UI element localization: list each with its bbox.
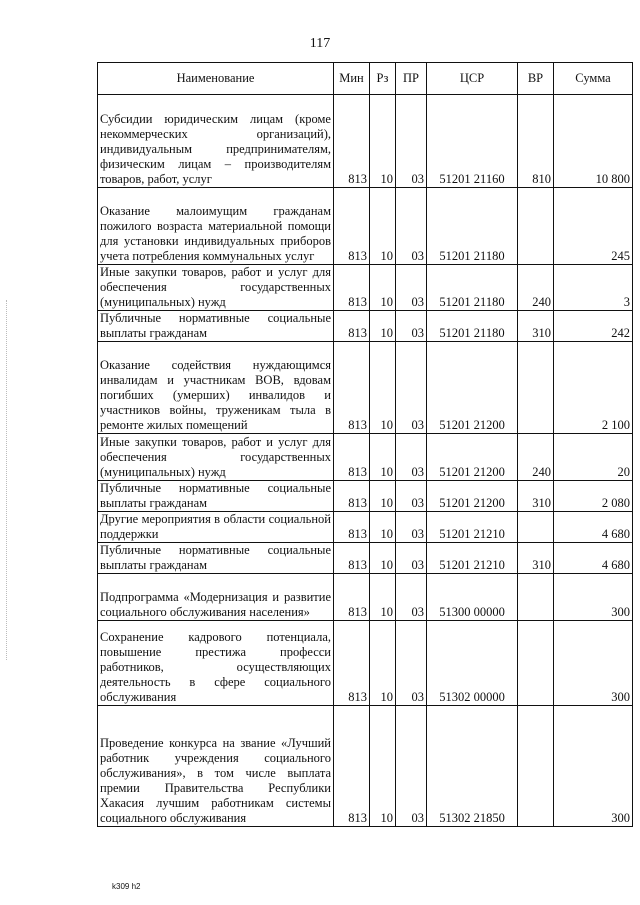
table-row (98, 342, 633, 434)
cell-rz: 10 (370, 706, 396, 827)
cell-rz: 10 (370, 543, 396, 574)
cell-rz: 10 (370, 574, 396, 621)
cell-pr: 03 (396, 342, 427, 434)
cell-rz: 10 (370, 481, 396, 512)
cell-csr: 51302 21850 (427, 706, 518, 827)
table-row (98, 95, 633, 188)
cell-sum: 242 (554, 311, 633, 342)
header-name: Наименование (98, 63, 334, 95)
cell-sum: 300 (554, 706, 633, 827)
cell-csr: 51201 21210 (427, 512, 518, 543)
table-row (98, 574, 633, 621)
cell-rz: 10 (370, 342, 396, 434)
cell-csr: 51201 21210 (427, 543, 518, 574)
table-row (98, 188, 633, 265)
cell-min: 813 (334, 188, 370, 265)
cell-pr: 03 (396, 512, 427, 543)
cell-name: Подпрограмма «Модернизация и развитие социального обслуживания населения» (98, 574, 334, 621)
cell-name: Публичные нормативные социальные выплаты гражданам (98, 481, 334, 512)
cell-sum: 3 (554, 265, 633, 311)
cell-rz: 10 (370, 265, 396, 311)
cell-pr: 03 (396, 95, 427, 188)
cell-csr: 51300 00000 (427, 574, 518, 621)
cell-pr: 03 (396, 621, 427, 706)
cell-min: 813 (334, 265, 370, 311)
cell-csr: 51201 21180 (427, 311, 518, 342)
cell-sum: 300 (554, 621, 633, 706)
cell-name: Проведение конкурса на звание «Лучший работник учреждения социального обслуживания», в том числе выплата премии Правительства Республики Хакасия лучшим работникам системы социального обслуживания (98, 706, 334, 827)
cell-vr: 310 (518, 311, 554, 342)
cell-sum: 4 680 (554, 543, 633, 574)
cell-name: Публичные нормативные социальные выплаты гражданам (98, 543, 334, 574)
cell-rz: 10 (370, 95, 396, 188)
cell-min: 813 (334, 543, 370, 574)
cell-name: Иные закупки товаров, работ и услуг для обеспечения государственных (муниципальных) нужд (98, 265, 334, 311)
header-sum: Сумма (554, 63, 633, 95)
table-row (98, 512, 633, 543)
cell-pr: 03 (396, 434, 427, 481)
cell-vr (518, 342, 554, 434)
margin-binding-marks (6, 300, 7, 660)
cell-sum: 10 800 (554, 95, 633, 188)
cell-csr: 51201 21200 (427, 434, 518, 481)
cell-vr (518, 512, 554, 543)
table-body (98, 95, 633, 827)
cell-min: 813 (334, 512, 370, 543)
header-vr: ВР (518, 63, 554, 95)
cell-sum: 20 (554, 434, 633, 481)
cell-min: 813 (334, 574, 370, 621)
cell-vr: 240 (518, 265, 554, 311)
cell-pr: 03 (396, 481, 427, 512)
cell-name: Другие мероприятия в области социальной поддержки (98, 512, 334, 543)
cell-pr: 03 (396, 265, 427, 311)
cell-vr (518, 188, 554, 265)
table-row (98, 706, 633, 827)
cell-rz: 10 (370, 512, 396, 543)
header-rz: Рз (370, 63, 396, 95)
cell-min: 813 (334, 434, 370, 481)
cell-csr: 51201 21180 (427, 265, 518, 311)
cell-vr: 310 (518, 543, 554, 574)
cell-name: Оказание содействия нуждающимся инвалидам и участникам ВОВ, вдовам погибших (умерших) инвалидов и участников войны, труженикам тыла в ремонте жилых помещений (98, 342, 334, 434)
table-header-row (98, 63, 633, 95)
cell-vr (518, 574, 554, 621)
cell-name: Субсидии юридическим лицам (кроме некоммерческих организаций), индивидуальным предпринимателям, физическим лицам – производителям товаров, работ, услуг (98, 95, 334, 188)
header-min: Мин (334, 63, 370, 95)
cell-pr: 03 (396, 543, 427, 574)
cell-vr: 310 (518, 481, 554, 512)
cell-rz: 10 (370, 188, 396, 265)
cell-rz: 10 (370, 434, 396, 481)
table-row (98, 543, 633, 574)
table-row (98, 481, 633, 512)
cell-min: 813 (334, 706, 370, 827)
budget-table (97, 62, 633, 827)
cell-sum: 2 080 (554, 481, 633, 512)
cell-min: 813 (334, 481, 370, 512)
cell-pr: 03 (396, 188, 427, 265)
cell-csr: 51201 21200 (427, 342, 518, 434)
cell-min: 813 (334, 95, 370, 188)
cell-csr: 51302 00000 (427, 621, 518, 706)
cell-rz: 10 (370, 621, 396, 706)
cell-name: Оказание малоимущим гражданам пожилого возраста материальной помощи для установки индивидуальных приборов учета потребления коммунальных услуг (98, 188, 334, 265)
cell-vr (518, 621, 554, 706)
cell-sum: 2 100 (554, 342, 633, 434)
cell-sum: 245 (554, 188, 633, 265)
cell-rz: 10 (370, 311, 396, 342)
cell-csr: 51201 21180 (427, 188, 518, 265)
cell-vr: 240 (518, 434, 554, 481)
table-row (98, 311, 633, 342)
page-number: 117 (309, 36, 331, 51)
cell-name: Иные закупки товаров, работ и услуг для обеспечения государственных (муниципальных) нужд (98, 434, 334, 481)
cell-sum: 300 (554, 574, 633, 621)
cell-csr: 51201 21200 (427, 481, 518, 512)
header-pr: ПР (396, 63, 427, 95)
cell-vr: 810 (518, 95, 554, 188)
table-row (98, 265, 633, 311)
footer-code: k309 h2 (112, 882, 141, 891)
cell-csr: 51201 21160 (427, 95, 518, 188)
cell-pr: 03 (396, 574, 427, 621)
table-row (98, 434, 633, 481)
table-row (98, 621, 633, 706)
cell-name: Публичные нормативные социальные выплаты гражданам (98, 311, 334, 342)
cell-min: 813 (334, 621, 370, 706)
cell-pr: 03 (396, 706, 427, 827)
header-csr: ЦСР (427, 63, 518, 95)
cell-pr: 03 (396, 311, 427, 342)
cell-sum: 4 680 (554, 512, 633, 543)
cell-vr (518, 706, 554, 827)
cell-min: 813 (334, 342, 370, 434)
cell-min: 813 (334, 311, 370, 342)
cell-name: Сохранение кадрового потенциала, повышение престижа професси работников, осуществляющих деятельность в сфере социального обслуживания (98, 621, 334, 706)
